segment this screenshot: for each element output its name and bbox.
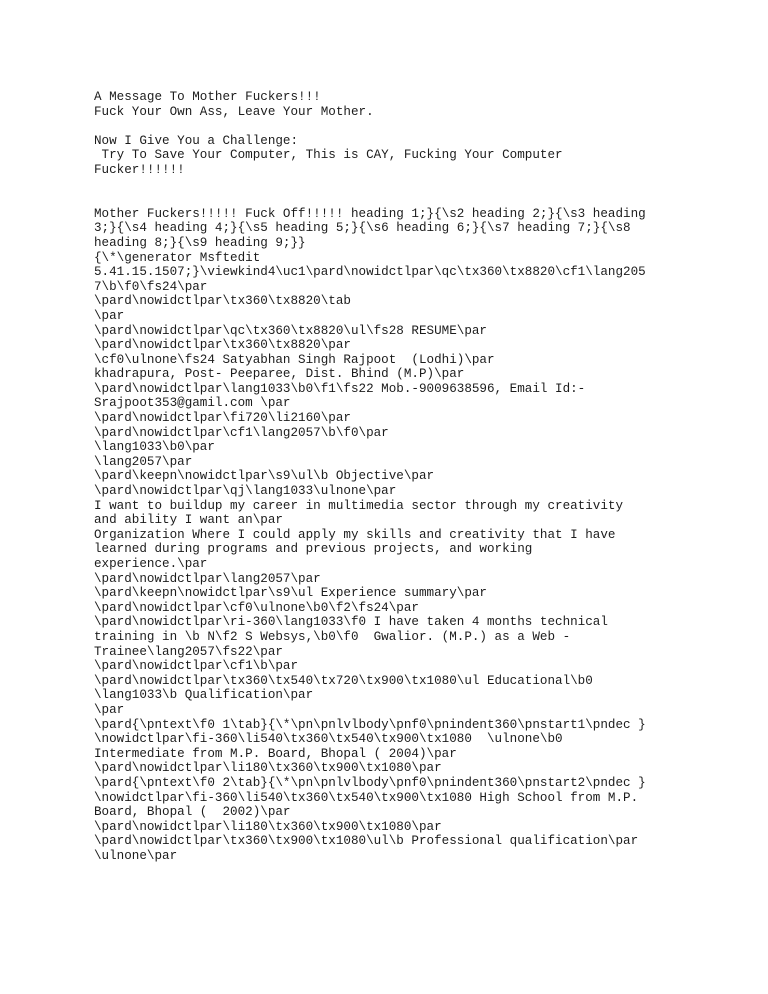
text-line: \pard\nowidctlpar\cf0\ulnone\b0\f2\fs24\par — [94, 600, 419, 615]
text-line: \pard\nowidctlpar\lang1033\b0\f1\fs22 Mob.-9009638596, Email Id:- — [94, 381, 586, 396]
text-line: Fuck Your Own Ass, Leave Your Mother. — [94, 104, 374, 119]
text-line: khadrapura, Post- Peeparee, Dist. Bhind (M.P)\par — [94, 367, 465, 382]
text-line: \pard\nowidctlpar\qj\lang1033\ulnone\par — [94, 484, 397, 499]
text-line: \pard{\pntext\f0 2\tab}{\*\pn\pnlvlbody\pnf0\pnindent360\pnstart2\pndec } — [94, 775, 646, 790]
text-line: \lang2057\par — [94, 454, 193, 469]
text-line: Intermediate from M.P. Board, Bhopal ( 2004)\par — [94, 746, 457, 761]
text-line: and ability I want an\par — [94, 513, 283, 528]
text-line: Srajpoot353@gamil.com \par — [94, 396, 291, 411]
text-line: \ulnone\par — [94, 848, 178, 863]
text-line: {\*\generator Msftedit — [94, 250, 261, 265]
text-line: Trainee\lang2057\fs22\par — [94, 644, 283, 659]
text-line: Fucker!!!!!! — [94, 162, 185, 177]
text-line: \pard\keepn\nowidctlpar\s9\ul Experience summary\par — [94, 586, 487, 601]
blank-line — [94, 119, 758, 134]
text-line: \pard\nowidctlpar\lang2057\par — [94, 571, 321, 586]
text-line: Board, Bhopal ( 2002)\par — [94, 805, 291, 820]
text-line: \pard\nowidctlpar\li180\tx360\tx900\tx1080\par — [94, 761, 442, 776]
text-line: \pard\keepn\nowidctlpar\s9\ul\b Objective\par — [94, 469, 435, 484]
text-line: \pard\nowidctlpar\tx360\tx900\tx1080\ul\b Professional qualification\par — [94, 834, 639, 849]
text-line: \pard{\pntext\f0 1\tab}{\*\pn\pnlvlbody\pnf0\pnindent360\pnstart1\pndec } — [94, 717, 646, 732]
text-line: \pard\nowidctlpar\li180\tx360\tx900\tx1080\par — [94, 819, 442, 834]
text-line: \pard\nowidctlpar\tx360\tx540\tx720\tx900\tx1080\ul Educational\b0 — [94, 673, 593, 688]
text-line: \cf0\ulnone\fs24 Satyabhan Singh Rajpoot (Lodhi)\par — [94, 352, 495, 367]
text-line: experience.\par — [94, 557, 208, 571]
text-line: \lang1033\b0\par — [94, 440, 215, 455]
text-line: learned during programs and previous projects, and working — [94, 542, 533, 557]
text-line: \pard\nowidctlpar\tx360\tx8820\par — [94, 338, 351, 353]
text-line: I want to buildup my career in multimedia sector through my creativity — [94, 498, 624, 513]
text-line: 3;}{\s4 heading 4;}{\s5 heading 5;}{\s6 heading 6;}{\s7 heading 7;}{\s8 — [94, 221, 631, 236]
blank-line — [94, 192, 758, 207]
text-line: \nowidctlpar\fi-360\li540\tx360\tx540\tx900\tx1080 High School from M.P. — [94, 790, 639, 805]
text-line: 5.41.15.1507;}\viewkind4\uc1\pard\nowidctlpar\qc\tx360\tx8820\cf1\lang205 — [94, 265, 646, 280]
text-line: \pard\nowidctlpar\cf1\lang2057\b\f0\par — [94, 425, 389, 440]
text-line: \pard\nowidctlpar\qc\tx360\tx8820\ul\fs28 RESUME\par — [94, 323, 487, 338]
text-line: Organization Where I could apply my skills and creativity that I have — [94, 527, 616, 542]
text-line: \par — [94, 702, 125, 717]
text-line: \pard\nowidctlpar\ri-360\lang1033\f0 I have taken 4 months technical — [94, 615, 608, 630]
document-body — [94, 90, 758, 863]
text-line: \nowidctlpar\fi-360\li540\tx360\tx540\tx900\tx1080 \ulnone\b0 — [94, 732, 563, 747]
text-line: Now I Give You a Challenge: — [94, 133, 299, 148]
text-line: A Message To Mother Fuckers!!! — [94, 90, 321, 104]
text-line: \pard\nowidctlpar\tx360\tx8820\tab — [94, 294, 351, 309]
text-line: Try To Save Your Computer, This is CAY, Fucking Your Computer — [94, 148, 563, 163]
text-line: 7\b\f0\fs24\par — [94, 279, 208, 294]
text-line: Mother Fuckers!!!!! Fuck Off!!!!! heading 1;}{\s2 heading 2;}{\s3 heading — [94, 206, 646, 221]
text-line: heading 8;}{\s9 heading 9;}} — [94, 235, 306, 250]
text-line: \pard\nowidctlpar\fi720\li2160\par — [94, 411, 351, 426]
text-line: \par — [94, 308, 125, 323]
text-line: \lang1033\b Qualification\par — [94, 688, 314, 703]
text-line: training in \b N\f2 S Websys,\b0\f0 Gwalior. (M.P.) as a Web - — [94, 629, 571, 644]
text-line: \pard\nowidctlpar\cf1\b\par — [94, 659, 299, 674]
blank-line — [94, 178, 758, 193]
